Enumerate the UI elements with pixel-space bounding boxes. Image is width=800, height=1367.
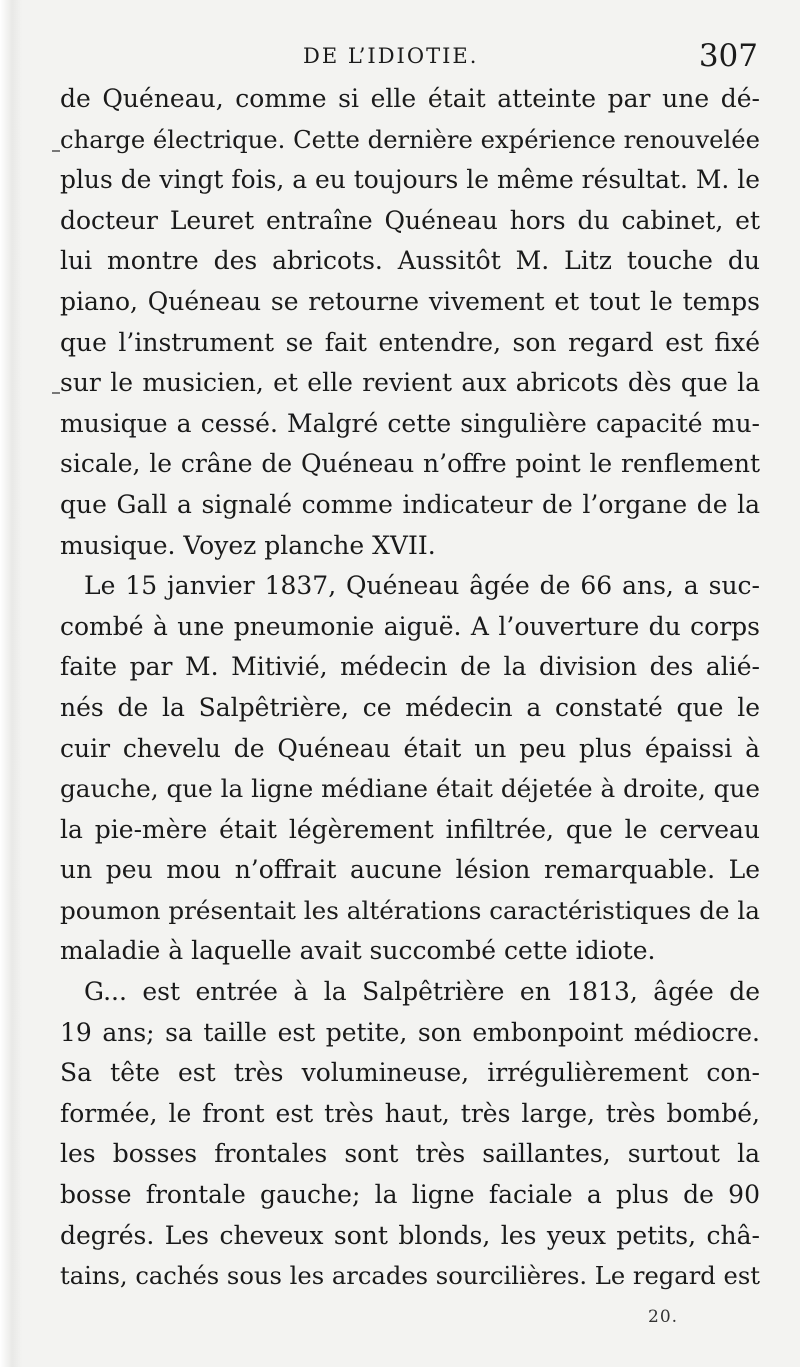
paragraph-start-line: Le 15 janvier 1837, Quéneau âgée de 66 ans, a suc- [84,571,760,601]
paragraph-end-line: musique. Voyez planche XVII. [60,530,436,560]
text-line: tains, cachés sous les arcades sourcilières. Le regard est [60,1262,760,1291]
text-line: faite par M. Mitivié, médecin de la division des alié- [60,652,760,682]
text-line: de Quéneau, comme si elle était atteinte par une dé- [60,84,760,113]
text-line: degrés. Les cheveux sont blonds, les yeux petits, châ- [60,1220,760,1250]
text-line: sur le musicien, et elle revient aux abricots dès que la [60,368,760,398]
text-line: que l’instrument se fait entendre, son regard est fixé [60,327,760,357]
signature-mark: 20. [648,1307,679,1327]
text-line: sicale, le crâne de Quéneau n’offre point le renflement [60,449,760,479]
running-head [60,38,760,84]
text-line: nés de la Salpêtrière, ce médecin a constaté que le [60,692,760,722]
text-line: combé à une pneumonie aiguë. A l’ouverture du corps [60,611,760,641]
text-line: les bosses frontales sont très saillantes, surtout la [60,1139,760,1169]
text-line: gauche, que la ligne médiane était déjetée à droite, que [60,774,760,804]
text-line: cuir chevelu de Quéneau était un peu plus épaissi à [60,733,760,763]
paragraph-end-line: maladie à laquelle avait succombé cette idiote. [60,936,656,966]
text-line: lui montre des abricots. Aussitôt M. Litz touche du [60,246,760,276]
text-line: 19 ans; sa taille est petite, son embonpoint médiocre. [60,1017,760,1047]
page-number: 307 [698,38,758,74]
text-line: la pie-mère était légèrement infiltrée, que le cerveau [60,814,760,844]
margin-mark [52,392,60,394]
margin-mark [52,150,60,152]
text-line: piano, Quéneau se retourne vivement et tout le temps [60,286,760,316]
text-line: bosse frontale gauche; la ligne faciale a plus de 90 [60,1180,760,1210]
text-line: un peu mou n’offrait aucune lésion remarquable. Le [60,855,760,885]
text-line: formée, le front est très haut, très large, très bombé, [60,1098,760,1128]
text-line: charge électrique. Cette dernière expérience renouvelée [60,124,760,154]
text-line: musique a cessé. Malgré cette singulière capacité mu- [60,408,760,438]
text-line: docteur Leuret entraîne Quéneau hors du cabinet, et [60,205,760,235]
text-line: poumon présentait les altérations caractéristiques de la [60,895,760,925]
running-title: DE L’IDIOTIE. [303,44,479,68]
text-line: plus de vingt fois, a eu toujours le même résultat. M. le [60,165,760,195]
text-line: Sa tête est très volumineuse, irrégulièrement con- [60,1058,760,1088]
body-text [60,79,760,1297]
paragraph-start-line: G... est entrée à la Salpêtrière en 1813, âgée de [84,977,760,1007]
text-line: que Gall a signalé comme indicateur de l’organe de la [60,489,760,519]
page-gutter [0,0,22,1367]
